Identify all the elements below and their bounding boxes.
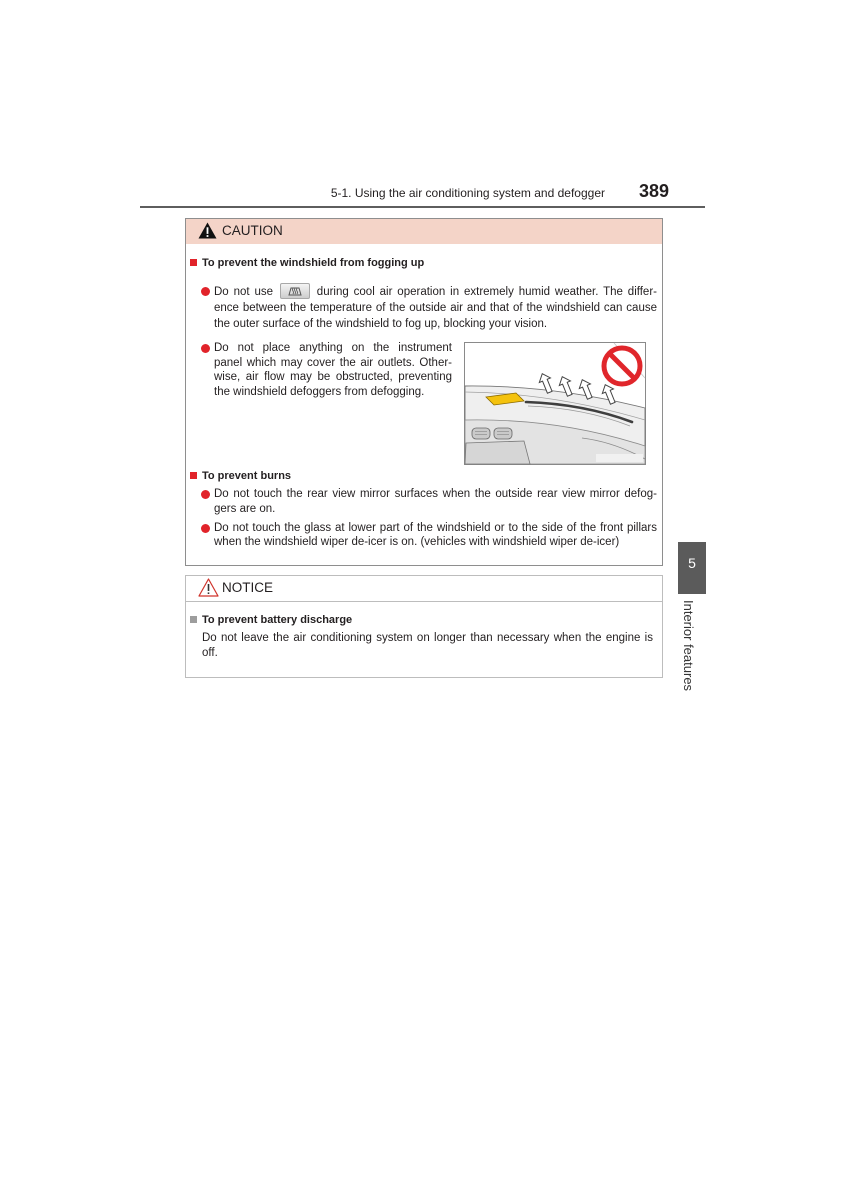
- notice-box: [185, 575, 663, 678]
- bullet-dot: [201, 524, 210, 533]
- caution-item-line: wise, air flow may be obstructed, preventing: [214, 371, 452, 383]
- caution-item-line: Do not place anything on the instrument: [214, 342, 452, 354]
- caution-box: [185, 218, 663, 566]
- caution-item-line: the windshield defoggers from defogging.: [214, 385, 425, 398]
- caution-item-line: ence between the temperature of the outside air and that of the windshield can cause: [214, 301, 657, 314]
- chapter-number: 5: [688, 555, 696, 571]
- section-bullet-square: [190, 259, 197, 266]
- notice-line: off.: [202, 646, 218, 659]
- notice-body: [202, 631, 653, 661]
- warning-triangle-icon: [198, 222, 217, 244]
- chapter-title: Interior features: [681, 600, 696, 692]
- bullet-dot: [201, 344, 210, 353]
- caution-item-text: during cool air operation in extremely humid weather. The differ-: [316, 286, 657, 298]
- section-bullet-square: [190, 616, 197, 623]
- section-bullet-square: [190, 472, 197, 479]
- caution-item-line: gers are on.: [214, 502, 276, 515]
- notice-label: NOTICE: [222, 580, 274, 595]
- caution-item-line: panel which may cover the air outlets. Other-: [214, 356, 452, 369]
- dashboard-illustration: [464, 342, 646, 465]
- prohibition-sign-icon: [604, 348, 640, 384]
- section-title: 5-1. Using the air conditioning system and defogger: [330, 186, 605, 200]
- caution-item-line: Do not touch the rear view mirror surfaces when the outside rear view mirror defog-: [214, 487, 657, 500]
- header-rule: [140, 206, 705, 208]
- bullet-dot: [201, 490, 210, 499]
- caution-section-heading: To prevent the windshield from fogging up: [202, 257, 425, 269]
- caution-item-line: Do not touch the glass at lower part of the windshield or to the side of the front pillars: [214, 521, 657, 534]
- chapter-tab: [678, 542, 706, 594]
- notice-triangle-icon: [198, 578, 219, 602]
- caution-bullet-item: [214, 341, 452, 399]
- notice-line: Do not leave the air conditioning system on longer than necessary when the engine is: [202, 631, 653, 644]
- caution-label: CAUTION: [222, 223, 283, 238]
- caution-bullet-item: [214, 487, 657, 517]
- caution-item-line: when the windshield wiper de-icer is on. (vehicles with windshield wiper de-icer): [214, 536, 620, 548]
- caution-bullet-item: [214, 521, 657, 550]
- caution-section-heading: To prevent burns: [202, 470, 292, 482]
- notice-section-heading: To prevent battery discharge: [202, 614, 353, 626]
- caution-item-text: Do not use: [214, 286, 274, 298]
- windshield-defogger-button-icon: [280, 283, 310, 299]
- caution-item-line: the outer surface of the windshield to fog up, blocking your vision.: [214, 318, 548, 330]
- page-number: 389: [639, 181, 670, 201]
- bullet-dot: [201, 287, 210, 296]
- caution-bullet-item: [214, 283, 657, 333]
- caution-item-line: [214, 283, 657, 300]
